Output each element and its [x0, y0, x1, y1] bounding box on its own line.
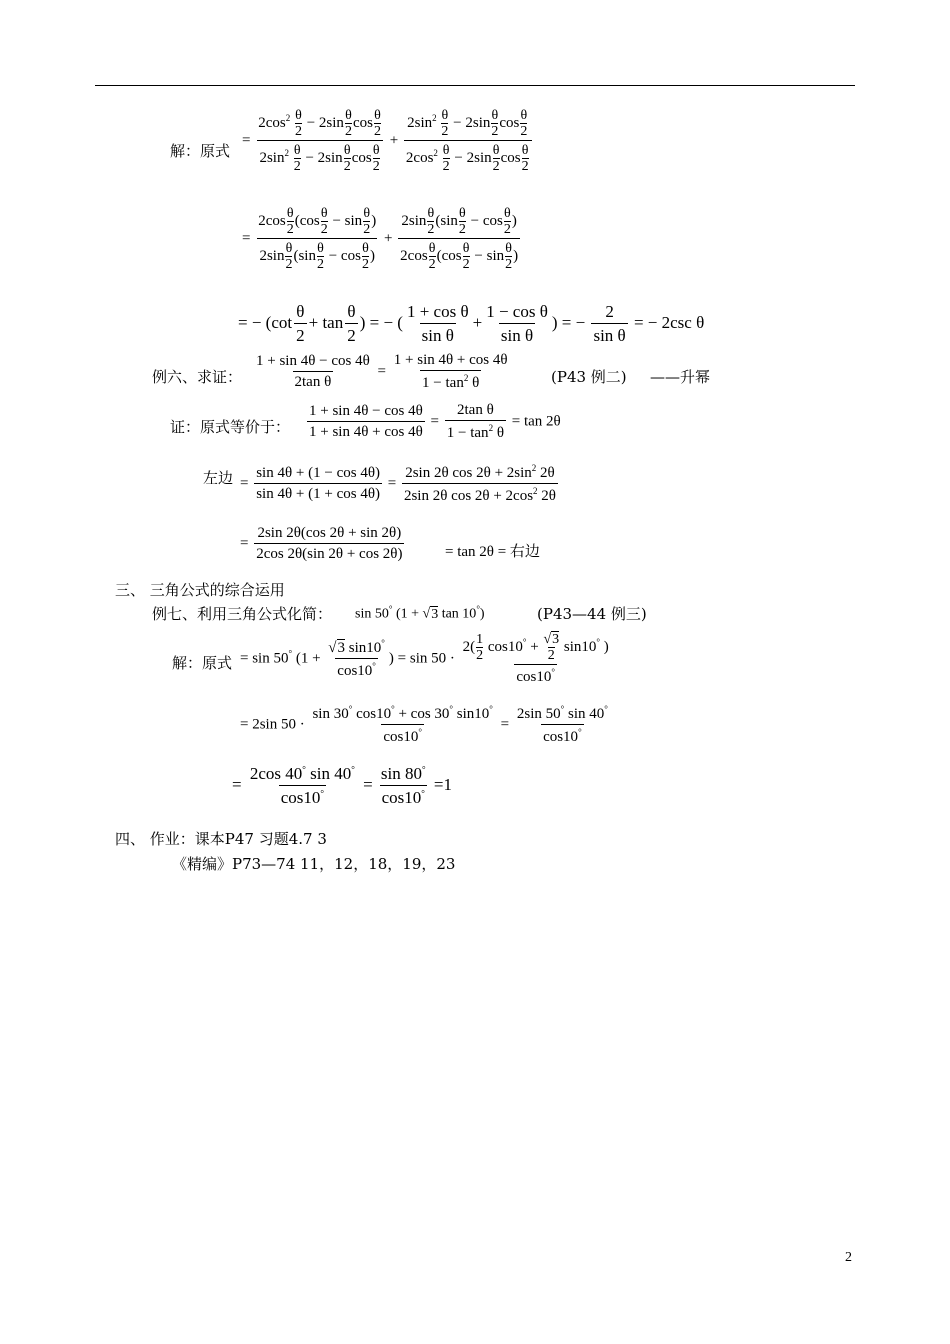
formula-example6-statement: $\frac{1 + \sin 4\theta - \cos 4\theta}{\text{2tan θ}}$ = $\frac{1 + \sin 4\theta + \cos 4\theta}{1 - \tan^2 \theta}$ — [256, 352, 508, 391]
example7-label: 例七、利用三角公式化简： — [152, 605, 333, 623]
formula-solution-line-2: = 2cos $\frac{\theta}{2}$ (cos $\frac{\theta}{2}$ − sin $\frac{\theta}{2}$ ) 2sin $\frac{\theta}{2}$ (sin $\frac{\theta}{2}$ − cos $\frac{\theta}{2}$ ) + 2sin $\frac{\theta}{2}$ (sin $\frac{\theta}{2}$ − cos $\frac{\theta}{2}$ ) 2cos $\frac{\theta}{2}$ (cos $\frac{\theta}{2}$ − sin $\frac{\theta}{2}$ ) — [242, 206, 519, 272]
formula-left-side-1: = $\frac{\sin 4\theta + (1 - \cos 4\theta)}{\sin 4\theta + (1 + \cos 4\theta)}$ = $\frac{2\sin 2\theta \cos 2\theta + 2\sin^2 2\theta}{2\sin 2\theta \cos 2\theta + 2\cos^2 2\theta}$ — [240, 463, 556, 504]
section3-heading: 三、 三角公式的综合运用 — [115, 581, 285, 599]
solution-label: 解：原式 — [170, 142, 231, 160]
formula-example7-line-2: = 2sin 50 · $\frac{\sin 30^\circ \cos 10^\circ + \cos 30^\circ \sin 10^\circ}{\cos 10^\circ}$ = $\frac{2\sin 50^\circ \sin 40^\circ}{\cos 10^\circ}$ — [240, 704, 608, 745]
example7-reference: (P43—44 例三) — [537, 605, 647, 623]
left-side-label: 左边 — [203, 469, 234, 487]
formula-left-side-2: = $\frac{2\sin 2\theta(\cos 2\theta + \sin 2\theta)}{2\cos 2\theta(\sin 2\theta + \cos 2\theta)}$ — [240, 525, 403, 562]
example7-solution-label: 解：原式 — [172, 654, 233, 672]
formula-example7-line-3: = $\frac{2\cos 40^\circ \sin 40^\circ}{\cos 10^\circ}$ = $\frac{\sin 80^\circ}{\cos 10^\circ}$ =1 — [232, 764, 452, 807]
formula-example7-statement: sin 50° (1 + √3 tan 10°) — [355, 604, 485, 622]
section4-heading: 四、 作业：课本P47 习题4.7 3 — [115, 830, 327, 848]
example6-note: ——升幂 — [650, 368, 711, 386]
left-side-result: = tan 2θ = 右边 — [445, 544, 540, 560]
example6-label: 例六、求证： — [152, 368, 243, 386]
formula-solution-line-3: = − (cot $\frac{\theta}{2}$ + tan $\frac{\theta}{2}$ ) = − ( $\frac{\text{1 + cos θ}}{\text{sin θ}}$ + $\frac{\text{1 − cos θ}}{\text{sin θ}}$ ) = − $\frac{2}{\text{sin θ}}$ = − 2csc θ — [238, 302, 705, 345]
header-rule — [95, 85, 855, 86]
proof-label: 证：原式等价于： — [170, 418, 291, 436]
formula-solution-line-1: = $2\cos^2$ $\frac{\theta}{2}$ − 2sin $\frac{\theta}{2}$ cos $\frac{\theta}{2}$ $2\sin^2$ $\frac{\theta}{2}$ − 2sin $\frac{\theta}{2}$ cos $\frac{\theta}{2}$ + $2\sin^2$ $\frac{\theta}{2}$ − 2sin $\frac{\theta}{2}$ cos $\frac{\theta}{2}$ $2\cos^2$ $\frac{\theta}{2}$ − 2sin $\frac{\theta}{2}$ cos $\frac{\theta}{2}$ — [242, 108, 534, 174]
formula-example7-line-1: = sin 50° (1 + $\frac{√3 \sin 10^\circ}{\cos 10^\circ}$ ) = sin 50 · 2( $\frac{1}{2}$ cos10° + $\frac{√3}{2}$ sin10° ) cos10° — [240, 632, 609, 685]
formula-proof-equivalent: $\frac{1 + \sin 4\theta - \cos 4\theta}{1 + \sin 4\theta + \cos 4\theta}$ = $\frac{\text{2tan θ}}{1 - \tan^2 \theta}$ = tan 2θ — [309, 402, 561, 441]
example6-reference: (P43 例二) — [551, 368, 627, 386]
page-number: 2 — [845, 1250, 852, 1265]
section4-homework-line: 《精编》P73—74 11，12，18，19，23 — [172, 855, 456, 873]
